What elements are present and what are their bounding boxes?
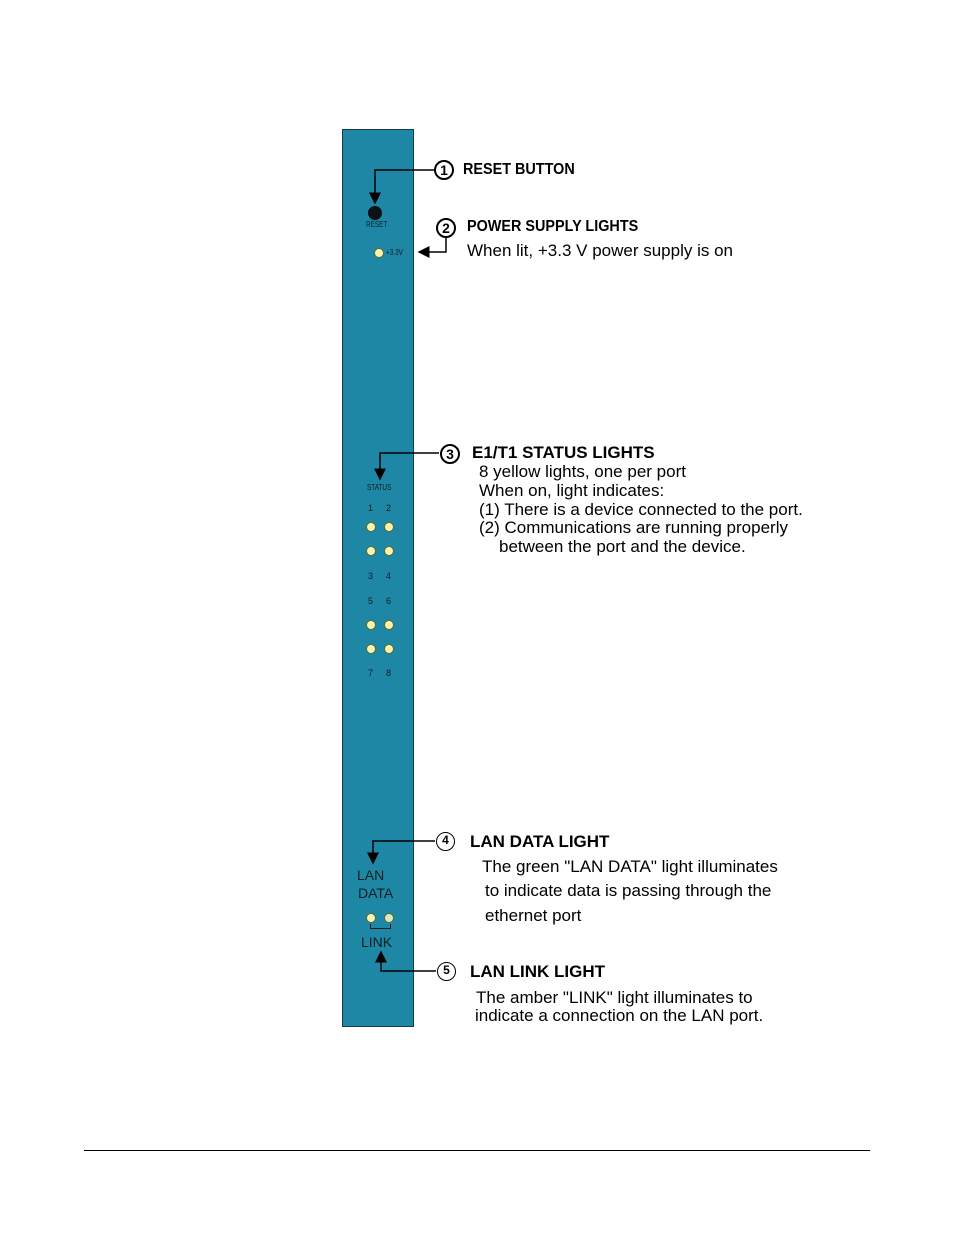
callout-desc-lan-link-1: The amber "LINK" light illuminates to: [476, 988, 753, 1007]
port-number-2: 2: [386, 503, 392, 513]
callout-desc-lan-data-3: ethernet port: [485, 906, 582, 925]
lan-label: LAN: [357, 867, 385, 883]
callout-desc-status-5: between the port and the device.: [499, 537, 746, 556]
power-arrow: [419, 238, 446, 252]
port-number-5: 5: [368, 596, 374, 606]
callout-number-4: 4: [436, 832, 455, 851]
lan-link-arrow: [381, 952, 436, 971]
port-number-6: 6: [386, 596, 392, 606]
callout-desc-lan-link-2: indicate a connection on the LAN port.: [475, 1006, 764, 1025]
callout-desc-status-3: (1) There is a device connected to the port.: [479, 500, 803, 519]
status-arrow: [380, 453, 439, 479]
status-label: STATUS: [367, 483, 392, 492]
callout-title-status: E1/T1 STATUS LIGHTS: [472, 443, 655, 462]
callout-title-reset: RESET BUTTON: [463, 161, 575, 178]
callout-title-lan-data: LAN DATA LIGHT: [470, 832, 610, 851]
port-number-1: 1: [368, 503, 374, 513]
callout-desc-power: When lit, +3.3 V power supply is on: [467, 241, 733, 260]
lan-data-arrow: [373, 841, 435, 863]
callout-desc-lan-data-1: The green "LAN DATA" light illuminates: [482, 857, 778, 876]
footer-rule: [84, 1150, 870, 1151]
reset-label: RESET: [366, 220, 388, 229]
callout-number-1: 1: [434, 160, 454, 180]
callout-title-power: POWER SUPPLY LIGHTS: [467, 218, 639, 235]
port-number-4: 4: [386, 571, 392, 581]
port-number-3: 3: [368, 571, 374, 581]
callout-number-3: 3: [440, 444, 460, 464]
callout-desc-status-2: When on, light indicates:: [479, 481, 665, 500]
callout-desc-lan-data-2: to indicate data is passing through the: [485, 881, 772, 900]
callout-number-5: 5: [437, 962, 456, 981]
callout-number-2: 2: [436, 218, 456, 238]
port-number-7: 7: [368, 668, 374, 678]
link-label: LINK: [361, 934, 393, 950]
data-label: DATA: [358, 885, 394, 901]
callout-desc-status-4: (2) Communications are running properly: [479, 518, 788, 537]
port-number-8: 8: [386, 668, 392, 678]
callout-desc-status-1: 8 yellow lights, one per port: [479, 462, 686, 481]
reset-arrow: [375, 170, 434, 203]
callout-title-lan-link: LAN LINK LIGHT: [470, 962, 606, 981]
power-label: +3.3V: [386, 248, 403, 257]
